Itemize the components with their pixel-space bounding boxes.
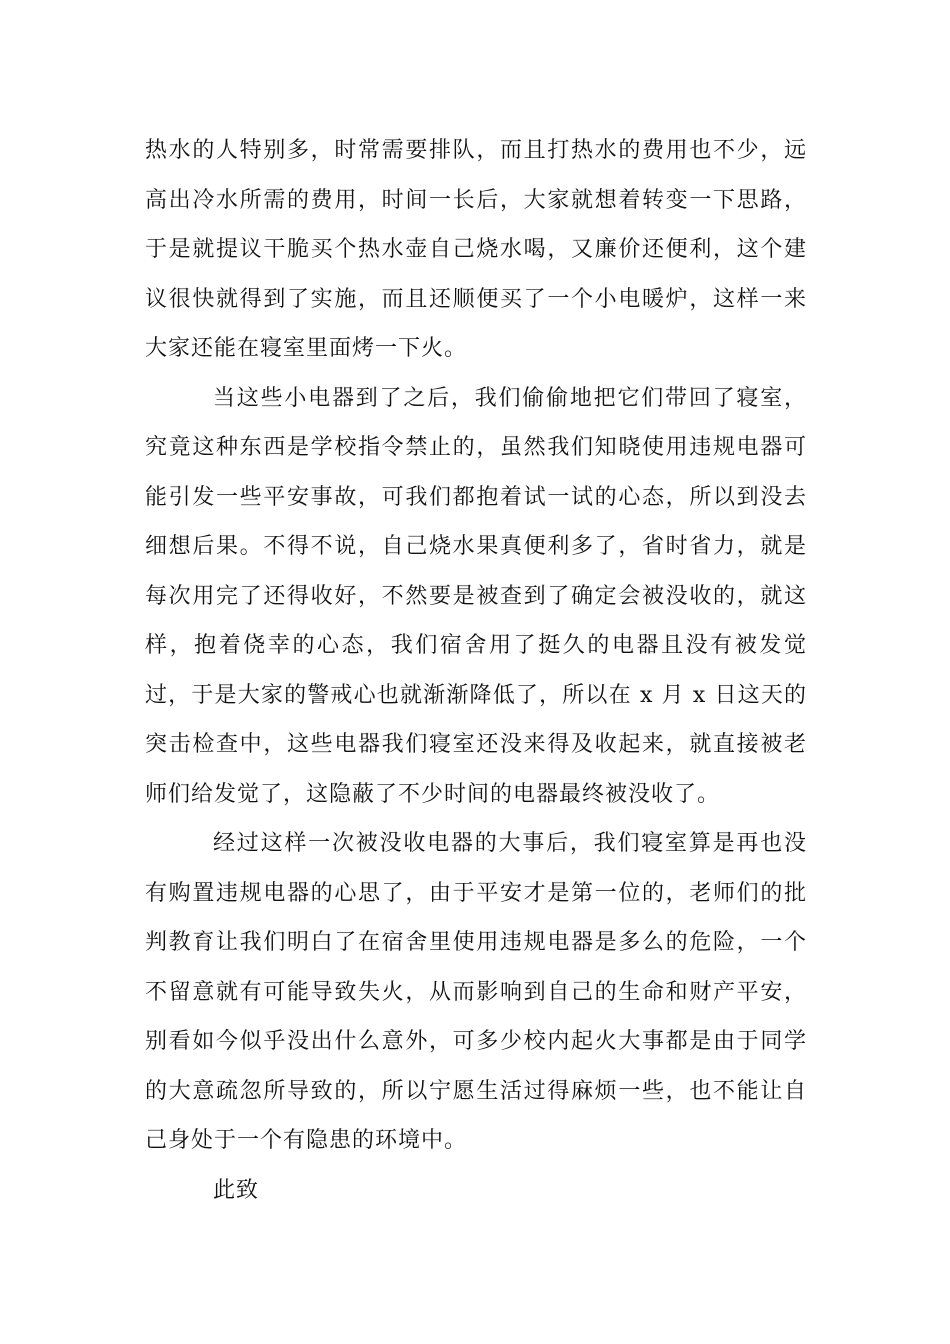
paragraph-confiscation-story: 当这些小电器到了之后，我们偷偷地把它们带回了寝室，究竟这种东西是学校指令禁止的，虽然我们知晓使用违规电器可能引发一些平安事故，可我们都抱着试一试的心态，所以到没去细想后果。不得不说，自己烧水果真便利多了，省时省力，就是每次用完了还得收好，不然要是被查到了确定会被没收的，就这样，抱着侥幸的心态，我们宿舍用了挺久的电器且没有被发觉过，于是大家的警戒心也就渐渐降低了，所以在 x 月 x 日这天的突击检查中，这些电器我们寝室还没来得及收起来，就直接被老师们给发觉了，这隐蔽了不少时间的电器最终被没收了。 bbox=[145, 385, 807, 807]
paragraph-reflection: 经过这样一次被没收电器的大事后，我们寝室算是再也没有购置违规电器的心思了，由于平安才是第一位的，老师们的批判教育让我们明白了在宿舍里使用违规电器是多么的危险，一个不留意就有可能导致失火，从而影响到自己的生命和财产平安，别看如今似乎没出什么意外，可多少校内起火大事都是由于同学的大意疏忽所导致的，所以宁愿生活过得麻烦一些，也不能让自己身处于一个有隐患的环境中。 bbox=[145, 831, 807, 1153]
closing-salutation: 此致 bbox=[213, 1177, 260, 1203]
paragraph-continuation: 热水的人特别多，时常需要排队，而且打热水的费用也不少，远高出冷水所需的费用，时间一长后，大家就想着转变一下思路，于是就提议干脆买个热水壶自己烧水喝，又廉价还便利，这个建议很快就得到了实施，而且还顺便买了一个小电暖炉，这样一来大家还能在寝室里面烤一下火。 bbox=[145, 138, 807, 361]
document-page bbox=[145, 126, 807, 1215]
